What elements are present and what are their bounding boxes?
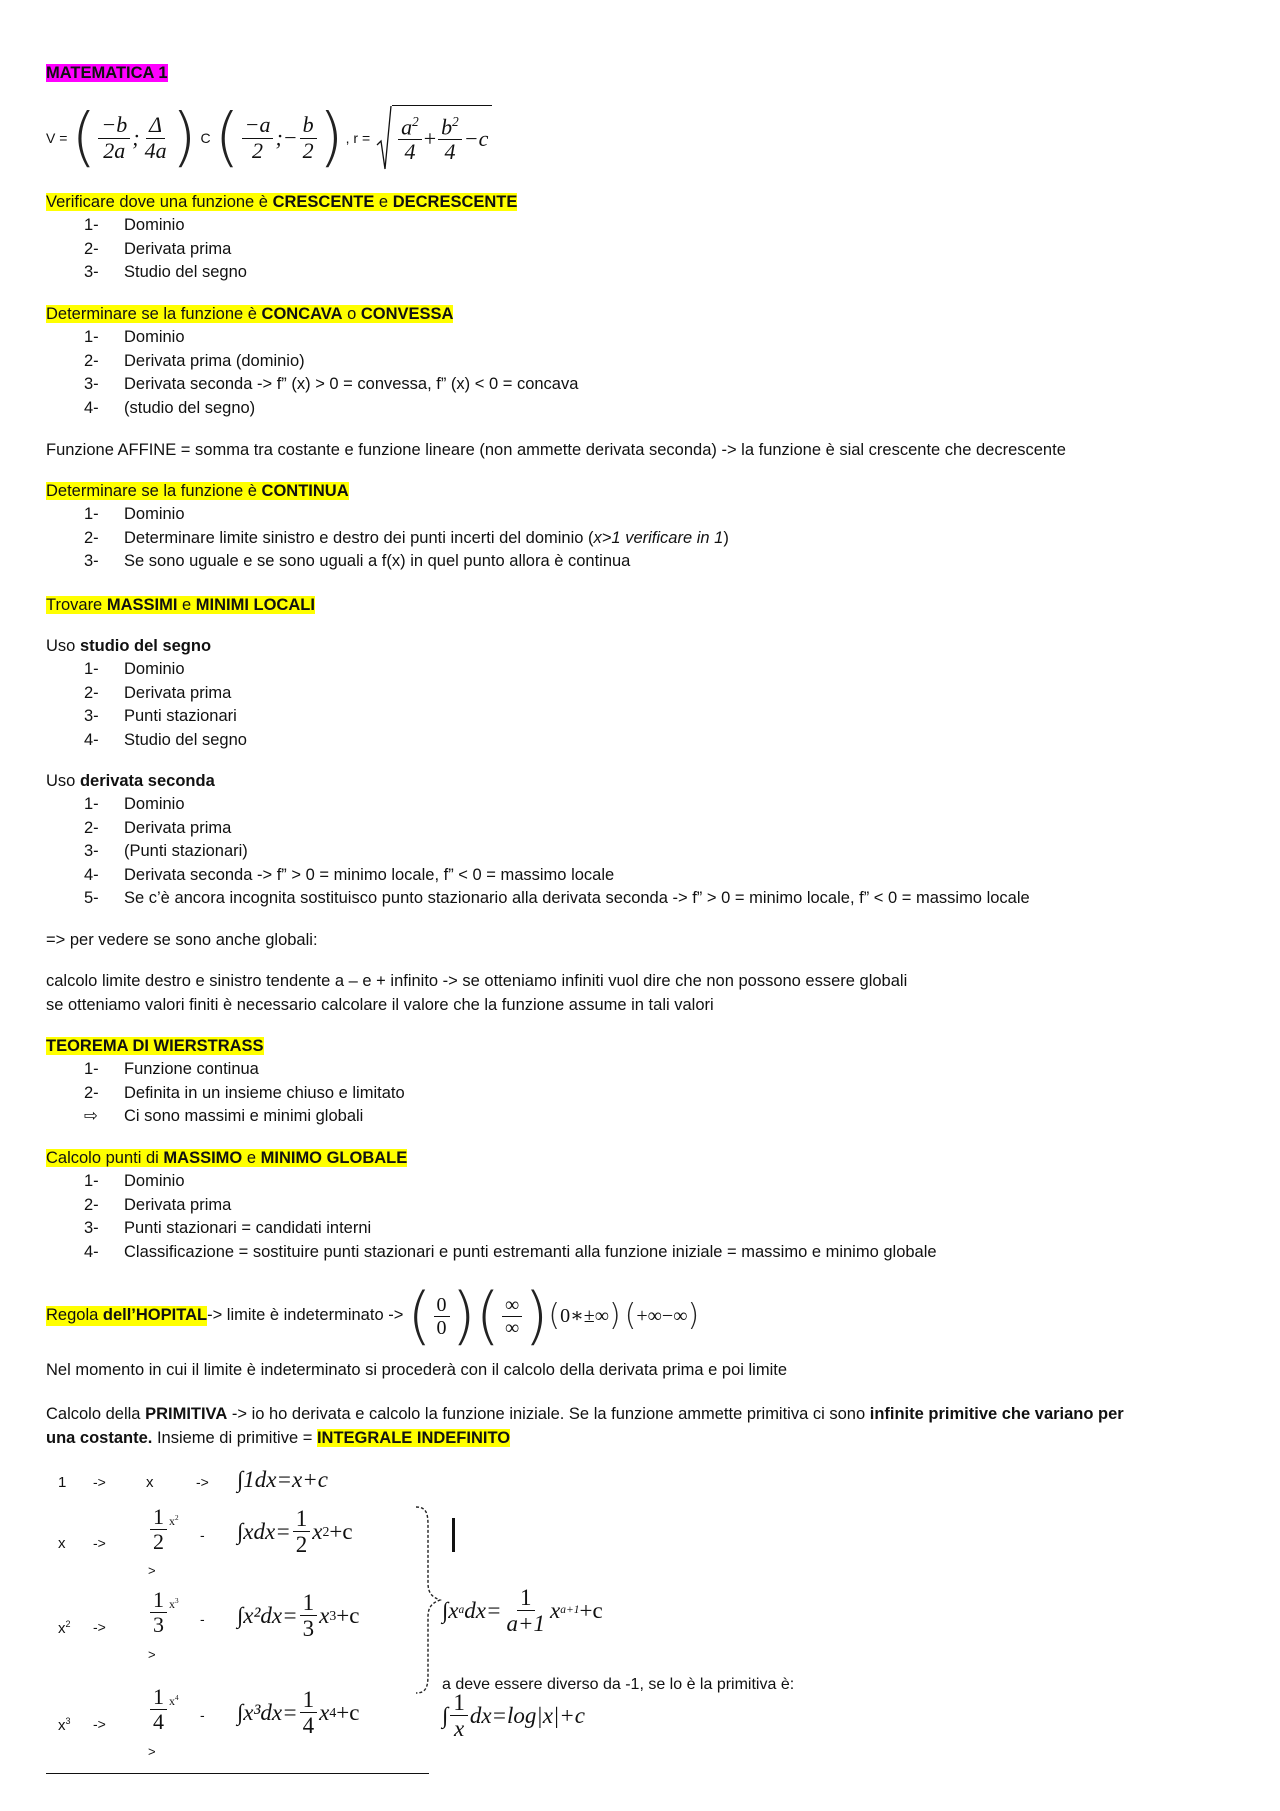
primitive-note: a deve essere diverso da -1, se lo è la primitiva è: bbox=[442, 1676, 795, 1693]
indet-inf-den: ∞ bbox=[504, 1316, 520, 1339]
list-item: 1- Dominio bbox=[84, 1172, 185, 1190]
list-item: 2- Determinare limite sinistro e destro dei punti incerti del dominio (x>1 verificare in 1) bbox=[84, 528, 729, 547]
list-item: 1- Dominio bbox=[84, 216, 185, 234]
heading-text: Calcolo punti di bbox=[46, 1149, 164, 1167]
gt-cell: > bbox=[148, 1647, 156, 1662]
list-item: 1- Dominio bbox=[84, 505, 185, 523]
list-massimo-globale bbox=[84, 1170, 937, 1264]
func-cell: 1 bbox=[58, 1474, 67, 1491]
general-integral: ∫x a dx= $\frac{1}{a+1}$ x a+1 +c bbox=[442, 1585, 603, 1637]
list-item: 3- Punti stazionari = candidati interni bbox=[84, 1219, 372, 1238]
gt-cell: > bbox=[148, 1744, 156, 1759]
list-item: 2- Derivata prima bbox=[84, 1195, 232, 1214]
c-num2: b bbox=[300, 113, 317, 138]
integral-cell: ∫x²dx= $\frac{1}{3}$ x 3 +c bbox=[237, 1590, 360, 1642]
integral-cell: ∫1dx=x+c bbox=[237, 1467, 328, 1492]
indet-zero-num: 0 bbox=[434, 1294, 450, 1317]
footnote-rule bbox=[46, 1773, 429, 1774]
heading-bold: dell’HOPITAL bbox=[102, 1306, 208, 1325]
title-text: MATEMATICA 1 bbox=[46, 64, 168, 82]
heading-wierstrass bbox=[46, 1037, 264, 1057]
integral-cell: ∫x³dx= $\frac{1}{4}$ x 4 +c bbox=[237, 1687, 360, 1739]
indet-inf-num: ∞ bbox=[502, 1294, 522, 1317]
formula-line bbox=[46, 100, 492, 175]
r-den1: 4 bbox=[404, 139, 416, 165]
list-item: 1- Dominio bbox=[84, 660, 185, 678]
list-item: 1- Funzione continua bbox=[84, 1060, 259, 1078]
heading-text: Trovare bbox=[46, 596, 107, 614]
r-label: , r = bbox=[345, 129, 371, 146]
list-wierstrass bbox=[84, 1058, 405, 1129]
list-item: 2- Derivata prima (dominio) bbox=[84, 351, 305, 370]
r-radius-formula: $\frac{a^2}{4}$ + $\frac{b^2}{4}$ −c bbox=[376, 105, 492, 171]
c-num1: −a bbox=[242, 113, 274, 138]
globali-line-2: se otteniamo valori finiti è necessario calcolare il valore che la funzione assume in tali valori bbox=[46, 996, 714, 1014]
list-item: 1- Dominio bbox=[84, 795, 185, 813]
integral-cell: ∫xdx= $\frac{1}{2}$ x 2 +c bbox=[237, 1506, 353, 1558]
heading-bold: TEOREMA DI WIERSTRASS bbox=[46, 1037, 264, 1055]
document-title bbox=[46, 64, 168, 84]
globali-line-1: calcolo limite destro e sinistro tendente a – e + infinito -> se otteniamo infiniti vuol dire che non possono essere globali bbox=[46, 972, 908, 990]
heading-bold: MINIMO GLOBALE bbox=[260, 1149, 408, 1167]
list-crescente bbox=[84, 214, 247, 285]
globali-note: => per vedere se sono anche globali: bbox=[46, 931, 318, 949]
c-center-formula: $\frac{-a}{2}$ ;− $\frac{b}{2}$ bbox=[240, 113, 319, 162]
hopital-note: Nel momento in cui il limite è indeterminato si procederà con il calcolo della derivata prima e poi limite bbox=[46, 1361, 788, 1379]
list-item: 4- Classificazione = sostituire punti stazionari e punti estremanti alla funzione iniziale = massimo e minimo globale bbox=[84, 1242, 937, 1261]
list-item: 3- Punti stazionari bbox=[84, 707, 237, 726]
list-item: 4- Derivata seconda -> f” > 0 = minimo locale, f” < 0 = massimo locale bbox=[84, 865, 615, 884]
heading-text: e bbox=[374, 193, 393, 211]
indet-inf-minus-inf: +∞−∞ bbox=[636, 1305, 688, 1327]
primitiva-paragraph: Calcolo della PRIMITIVA -> io ho derivata e calcolo la funzione iniziale. Se la funzione ammette primitiva ci sono infinite primitive che variano per una costante. Insieme di primitive = INTEGRALE INDEFINITO bbox=[46, 1405, 1124, 1447]
list-item: 2- Definita in un insieme chiuso e limitato bbox=[84, 1083, 405, 1102]
arrow-cell: -> bbox=[196, 1474, 209, 1490]
table-row: $x^3$ bbox=[58, 1716, 71, 1734]
arrow-icon: ⇨ bbox=[84, 1107, 98, 1126]
dash-cell: - bbox=[200, 1611, 205, 1627]
list-item: 4- (studio del segno) bbox=[84, 398, 256, 417]
list-item: 3- Derivata seconda -> f” (x) > 0 = convessa, f” (x) < 0 = concava bbox=[84, 375, 579, 394]
r-tail: −c bbox=[463, 126, 489, 152]
heading-bold: DECRESCENTE bbox=[392, 193, 518, 211]
heading-continua bbox=[46, 482, 349, 502]
r-num1: a bbox=[401, 113, 413, 139]
heading-text: e bbox=[177, 596, 196, 614]
heading-massimi-locali bbox=[46, 596, 315, 616]
v-num1: −b bbox=[98, 113, 130, 138]
arrow-cell: -> bbox=[93, 1716, 106, 1732]
hopital-line: Regola dell’HOPITAL -> limite è indeterminato -> ( $\frac{0}{0}$ )( $\frac{\infty}{\infty}$ ) ( 0∗±∞ ) ( +∞−∞ ) bbox=[46, 1278, 700, 1352]
c-den1: 2 bbox=[252, 137, 264, 163]
heading-bold: MASSIMO bbox=[163, 1149, 243, 1167]
list-item: ⇨ Ci sono massimi e minimi globali bbox=[84, 1105, 405, 1129]
list-studio-segno bbox=[84, 658, 247, 752]
list-item: 3- Se sono uguale e se sono uguali a f(x) in quel punto allora è continua bbox=[84, 552, 631, 571]
heading-bold: MINIMI LOCALI bbox=[195, 596, 315, 614]
sqrt-icon bbox=[376, 105, 392, 171]
vertical-bar bbox=[452, 1518, 455, 1552]
heading-bold: MASSIMI bbox=[106, 596, 178, 614]
v-label: V = bbox=[46, 129, 68, 146]
heading-bold: CONVESSA bbox=[360, 305, 454, 323]
indet-zero-den: 0 bbox=[436, 1316, 447, 1339]
list-continua bbox=[84, 503, 729, 574]
list-item: 2- Derivata prima bbox=[84, 683, 232, 702]
heading-text: Determinare se la funzione è bbox=[46, 482, 262, 500]
heading-bold: CONTINUA bbox=[261, 482, 349, 500]
affine-paragraph: Funzione AFFINE = somma tra costante e funzione lineare (non ammette derivata seconda) -> la funzione è sial crescente che decrescente bbox=[46, 441, 1066, 459]
primitive-cell: $\frac{1}{2}$ $^{x^2}$ bbox=[148, 1505, 179, 1554]
arrow-cell: -> bbox=[93, 1474, 106, 1490]
v-num2: Δ bbox=[146, 113, 165, 138]
paren-open: ( bbox=[71, 100, 97, 175]
heading-text: Verificare dove una funzione è bbox=[46, 193, 273, 211]
heading-bold: CRESCENTE bbox=[272, 193, 375, 211]
heading-text: o bbox=[342, 305, 361, 323]
primitive-cell: x bbox=[146, 1474, 154, 1491]
list-item: 3- Studio del segno bbox=[84, 263, 247, 282]
r-den2: 4 bbox=[444, 139, 456, 165]
table-row bbox=[58, 1474, 66, 1492]
v-den2: 4a bbox=[144, 137, 167, 163]
list-item: 1- Dominio bbox=[84, 328, 185, 346]
gt-cell: > bbox=[148, 1563, 156, 1578]
arrow-cell: -> bbox=[93, 1619, 106, 1635]
c-label: C bbox=[200, 129, 211, 146]
primitive-cell: $\frac{1}{4}$ $^{x^4}$ bbox=[148, 1685, 179, 1734]
arrow-cell: -> bbox=[93, 1535, 106, 1551]
v-vertex-formula: $\frac{-b}{2a}$ ; $\frac{\Delta}{4a}$ bbox=[96, 113, 171, 162]
v-den1: 2a bbox=[103, 137, 126, 163]
log-integral: ∫ $\frac{1}{x}$ dx=log|x|+c bbox=[442, 1690, 586, 1742]
paren-close: ) bbox=[318, 100, 344, 175]
c-den2: 2 bbox=[302, 137, 314, 163]
dash-cell: - bbox=[200, 1707, 205, 1723]
func-cell: x bbox=[58, 1535, 66, 1552]
subheading-derivata-seconda: Uso derivata seconda bbox=[46, 772, 215, 790]
list-item: 3- (Punti stazionari) bbox=[84, 842, 248, 861]
r-num2: b bbox=[441, 113, 453, 139]
heading-text: e bbox=[242, 1149, 261, 1167]
subheading-studio-segno: Uso studio del segno bbox=[46, 637, 212, 655]
heading-text: Regola bbox=[46, 1306, 103, 1325]
paren-open: ( bbox=[214, 100, 240, 175]
heading-text: Determinare se la funzione è bbox=[46, 305, 262, 323]
paren-close: ) bbox=[171, 100, 197, 175]
list-concava bbox=[84, 326, 578, 420]
heading-crescente bbox=[46, 193, 517, 213]
list-item: 5- Se c’è ancora incognita sostituisco punto stazionario alla derivata seconda -> f” > 0 = minimo locale, f” < 0 = massimo locale bbox=[84, 889, 1030, 908]
heading-concava bbox=[46, 305, 453, 325]
list-item: 2- Derivata prima bbox=[84, 239, 232, 258]
primitive-cell: $\frac{1}{3}$ $^{x^3}$ bbox=[148, 1588, 179, 1637]
heading-bold: CONCAVA bbox=[261, 305, 343, 323]
list-item: 2- Derivata prima bbox=[84, 818, 232, 837]
hopital-text: -> limite è indeterminato -> bbox=[207, 1306, 404, 1325]
list-item: 4- Studio del segno bbox=[84, 730, 247, 749]
indet-zero-inf: 0∗±∞ bbox=[560, 1305, 609, 1327]
list-derivata-seconda bbox=[84, 793, 1030, 911]
table-row: $x^2$ bbox=[58, 1619, 71, 1637]
heading-massimo-globale bbox=[46, 1149, 407, 1169]
dash-cell: - bbox=[200, 1527, 205, 1543]
